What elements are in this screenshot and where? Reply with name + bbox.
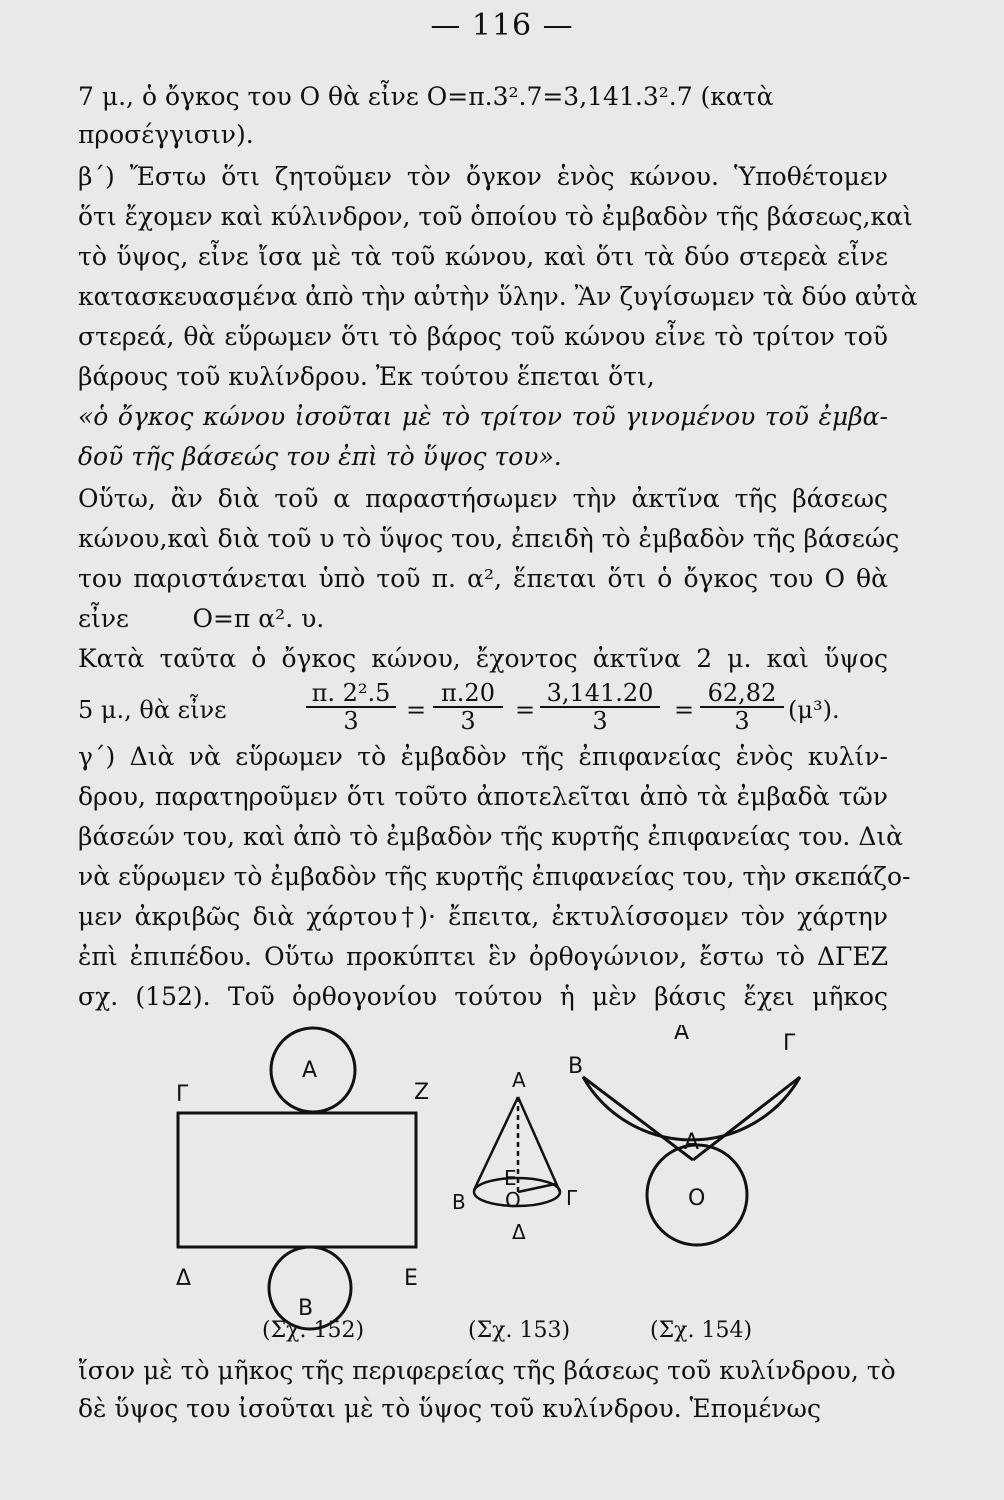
label-o: O [505, 1188, 521, 1212]
fig-154-cone-net [583, 1077, 800, 1245]
caption-fig-154: (Σχ. 154) [650, 1318, 753, 1343]
label-a: A [674, 1025, 690, 1045]
text-line: σχ. (152). Τοῦ ὀρθογονίου τούτου ἡ μὲν βάσις ἔχει μῆκος [78, 982, 888, 1011]
page-number: — 116 — [430, 8, 574, 43]
text-line: νὰ εὕρωμεν τὸ ἐμβαδὸν τῆς κυρτῆς ἐπιφανείας του, τὴν σκεπάζο- [78, 862, 911, 891]
formula-line: εἶνε Ο=π α². υ. [78, 604, 325, 633]
text-line: προσέγγισιν). [78, 120, 254, 149]
denominator: 3 [592, 707, 608, 735]
text-line: στερεά, θὰ εὕρωμεν ὅτι τὸ βάρος τοῦ κώνου εἶνε τὸ τρίτον τοῦ [78, 322, 888, 351]
formula-prefix: 5 μ., θὰ εἶνε [78, 696, 227, 724]
equals-sign: = [515, 696, 536, 724]
text-line: κατασκευασμένα ἀπὸ τὴν αὐτὴν ὕλην. Ἂν ζυγίσωμεν τὰ δύο αὐτὰ [78, 282, 918, 311]
text-line: μεν ἀκριβῶς διὰ χάρτου†)· ἔπειτα, ἐκτυλίσσομεν τὸν χάρτην [78, 902, 888, 931]
label-d: Δ [512, 1220, 526, 1244]
numerator: 3,141.20 [540, 680, 660, 708]
label-b: B [298, 1296, 314, 1321]
text-line: γ΄) Διὰ νὰ εὕρωμεν τὸ ἐμβαδὸν τῆς ἐπιφανείας ἑνὸς κυλίν- [78, 742, 888, 771]
denominator: 3 [343, 707, 359, 735]
definition-line: δοῦ τῆς βάσεώς του ἐπὶ τὸ ὕψος του». [78, 442, 562, 471]
figures-svg [0, 1025, 1004, 1355]
label-d: Δ [176, 1266, 192, 1291]
fig-152-cylinder-net [178, 1028, 416, 1329]
label-b: B [452, 1190, 466, 1214]
label-z: Z [414, 1080, 430, 1105]
numerator: π. 2².5 [306, 680, 396, 708]
text-line: 7 μ., ὁ ὄγκος του Ο θὰ εἶνε Ο=π.3².7=3,141.3².7 (κατὰ [78, 82, 774, 111]
label-g: Γ [566, 1186, 578, 1210]
text-line: Κατὰ ταῦτα ὁ ὄγκος κώνου, ἔχοντος ἀκτῖνα 2 μ. καὶ ὕψος [78, 644, 888, 673]
label-o: O [688, 1186, 706, 1211]
text-line: ἐπὶ ἐπιπέδου. Οὕτω προκύπτει ἓν ὀρθογώνιον, ἔστω τὸ ΔΓΕΖ [78, 942, 888, 971]
figures [0, 1025, 1004, 1355]
cone-radius [518, 1184, 555, 1192]
numerator: π.20 [433, 680, 503, 708]
fraction [433, 680, 503, 734]
label-apex: A [684, 1130, 700, 1155]
text-line: Οὕτω, ἂν διὰ τοῦ α παραστήσωμεν τὴν ἀκτῖνα τῆς βάσεως [78, 484, 888, 513]
label-g: Γ [783, 1031, 796, 1056]
caption-fig-153: (Σχ. 153) [468, 1318, 571, 1343]
label-a: A [512, 1068, 526, 1092]
sector-side-left [583, 1077, 693, 1160]
text-line: δὲ ὕψος του ἰσοῦται μὲ τὸ ὕψος τοῦ κυλίνδρου. Ἑπομένως [78, 1394, 821, 1423]
equals-sign: = [674, 696, 695, 724]
definition-line: «ὁ ὄγκος κώνου ἰσοῦται μὲ τὸ τρίτον τοῦ γινομένου τοῦ ἐμβα- [78, 402, 888, 431]
numerator: 62,82 [700, 680, 784, 708]
denominator: 3 [460, 707, 476, 735]
label-e: E [404, 1266, 418, 1291]
text-line: ἴσον μὲ τὸ μῆκος τῆς περιφερείας τῆς βάσεως τοῦ κυλίνδρου, τὸ [78, 1356, 896, 1385]
label-e: E [504, 1166, 517, 1190]
fraction [700, 680, 784, 734]
text-line: β΄) Ἔστω ὅτι ζητοῦμεν τὸν ὄγκον ἑνὸς κώνου. Ὑποθέτομεν [78, 162, 888, 191]
text-line: βάρους τοῦ κυλίνδρου. Ἐκ τούτου ἕπεται ὅτι, [78, 362, 655, 391]
fraction [306, 680, 396, 734]
text-line: βάσεών του, καὶ ἀπὸ τὸ ἐμβαδὸν τῆς κυρτῆς ἐπιφανείας του. Διὰ [78, 822, 904, 851]
text-line: του παριστάνεται ὑπὸ τοῦ π. α², ἕπεται ὅτι ὁ ὄγκος του Ο θὰ [78, 564, 888, 593]
unit: (μ³). [788, 696, 840, 724]
caption-fig-152: (Σχ. 152) [262, 1318, 365, 1343]
label-g: Γ [176, 1082, 189, 1107]
label-a: A [302, 1058, 318, 1083]
fraction [540, 680, 660, 734]
denominator: 3 [734, 707, 750, 735]
volume-formula [78, 680, 898, 740]
text-line: ὅτι ἔχομεν καὶ κύλινδρον, τοῦ ὁποίου τὸ ἐμβαδὸν τῆς βάσεως,καὶ [78, 202, 913, 231]
text-line: τὸ ὕψος, εἶνε ἴσα μὲ τὰ τοῦ κώνου, καὶ ὅτι τὰ δύο στερεὰ εἶνε [78, 242, 888, 271]
label-b: B [568, 1054, 584, 1079]
text-line: κώνου,καὶ διὰ τοῦ υ τὸ ὕψος του, ἐπειδὴ τὸ ἐμβαδὸν τῆς βάσεώς [78, 524, 900, 553]
text-line: δρου, παρατηροῦμεν ὅτι τοῦτο ἀποτελεῖται ἀπὸ τὰ ἐμβαδὰ τῶν [78, 782, 888, 811]
equals-sign: = [406, 696, 427, 724]
lateral-rectangle [178, 1113, 416, 1247]
